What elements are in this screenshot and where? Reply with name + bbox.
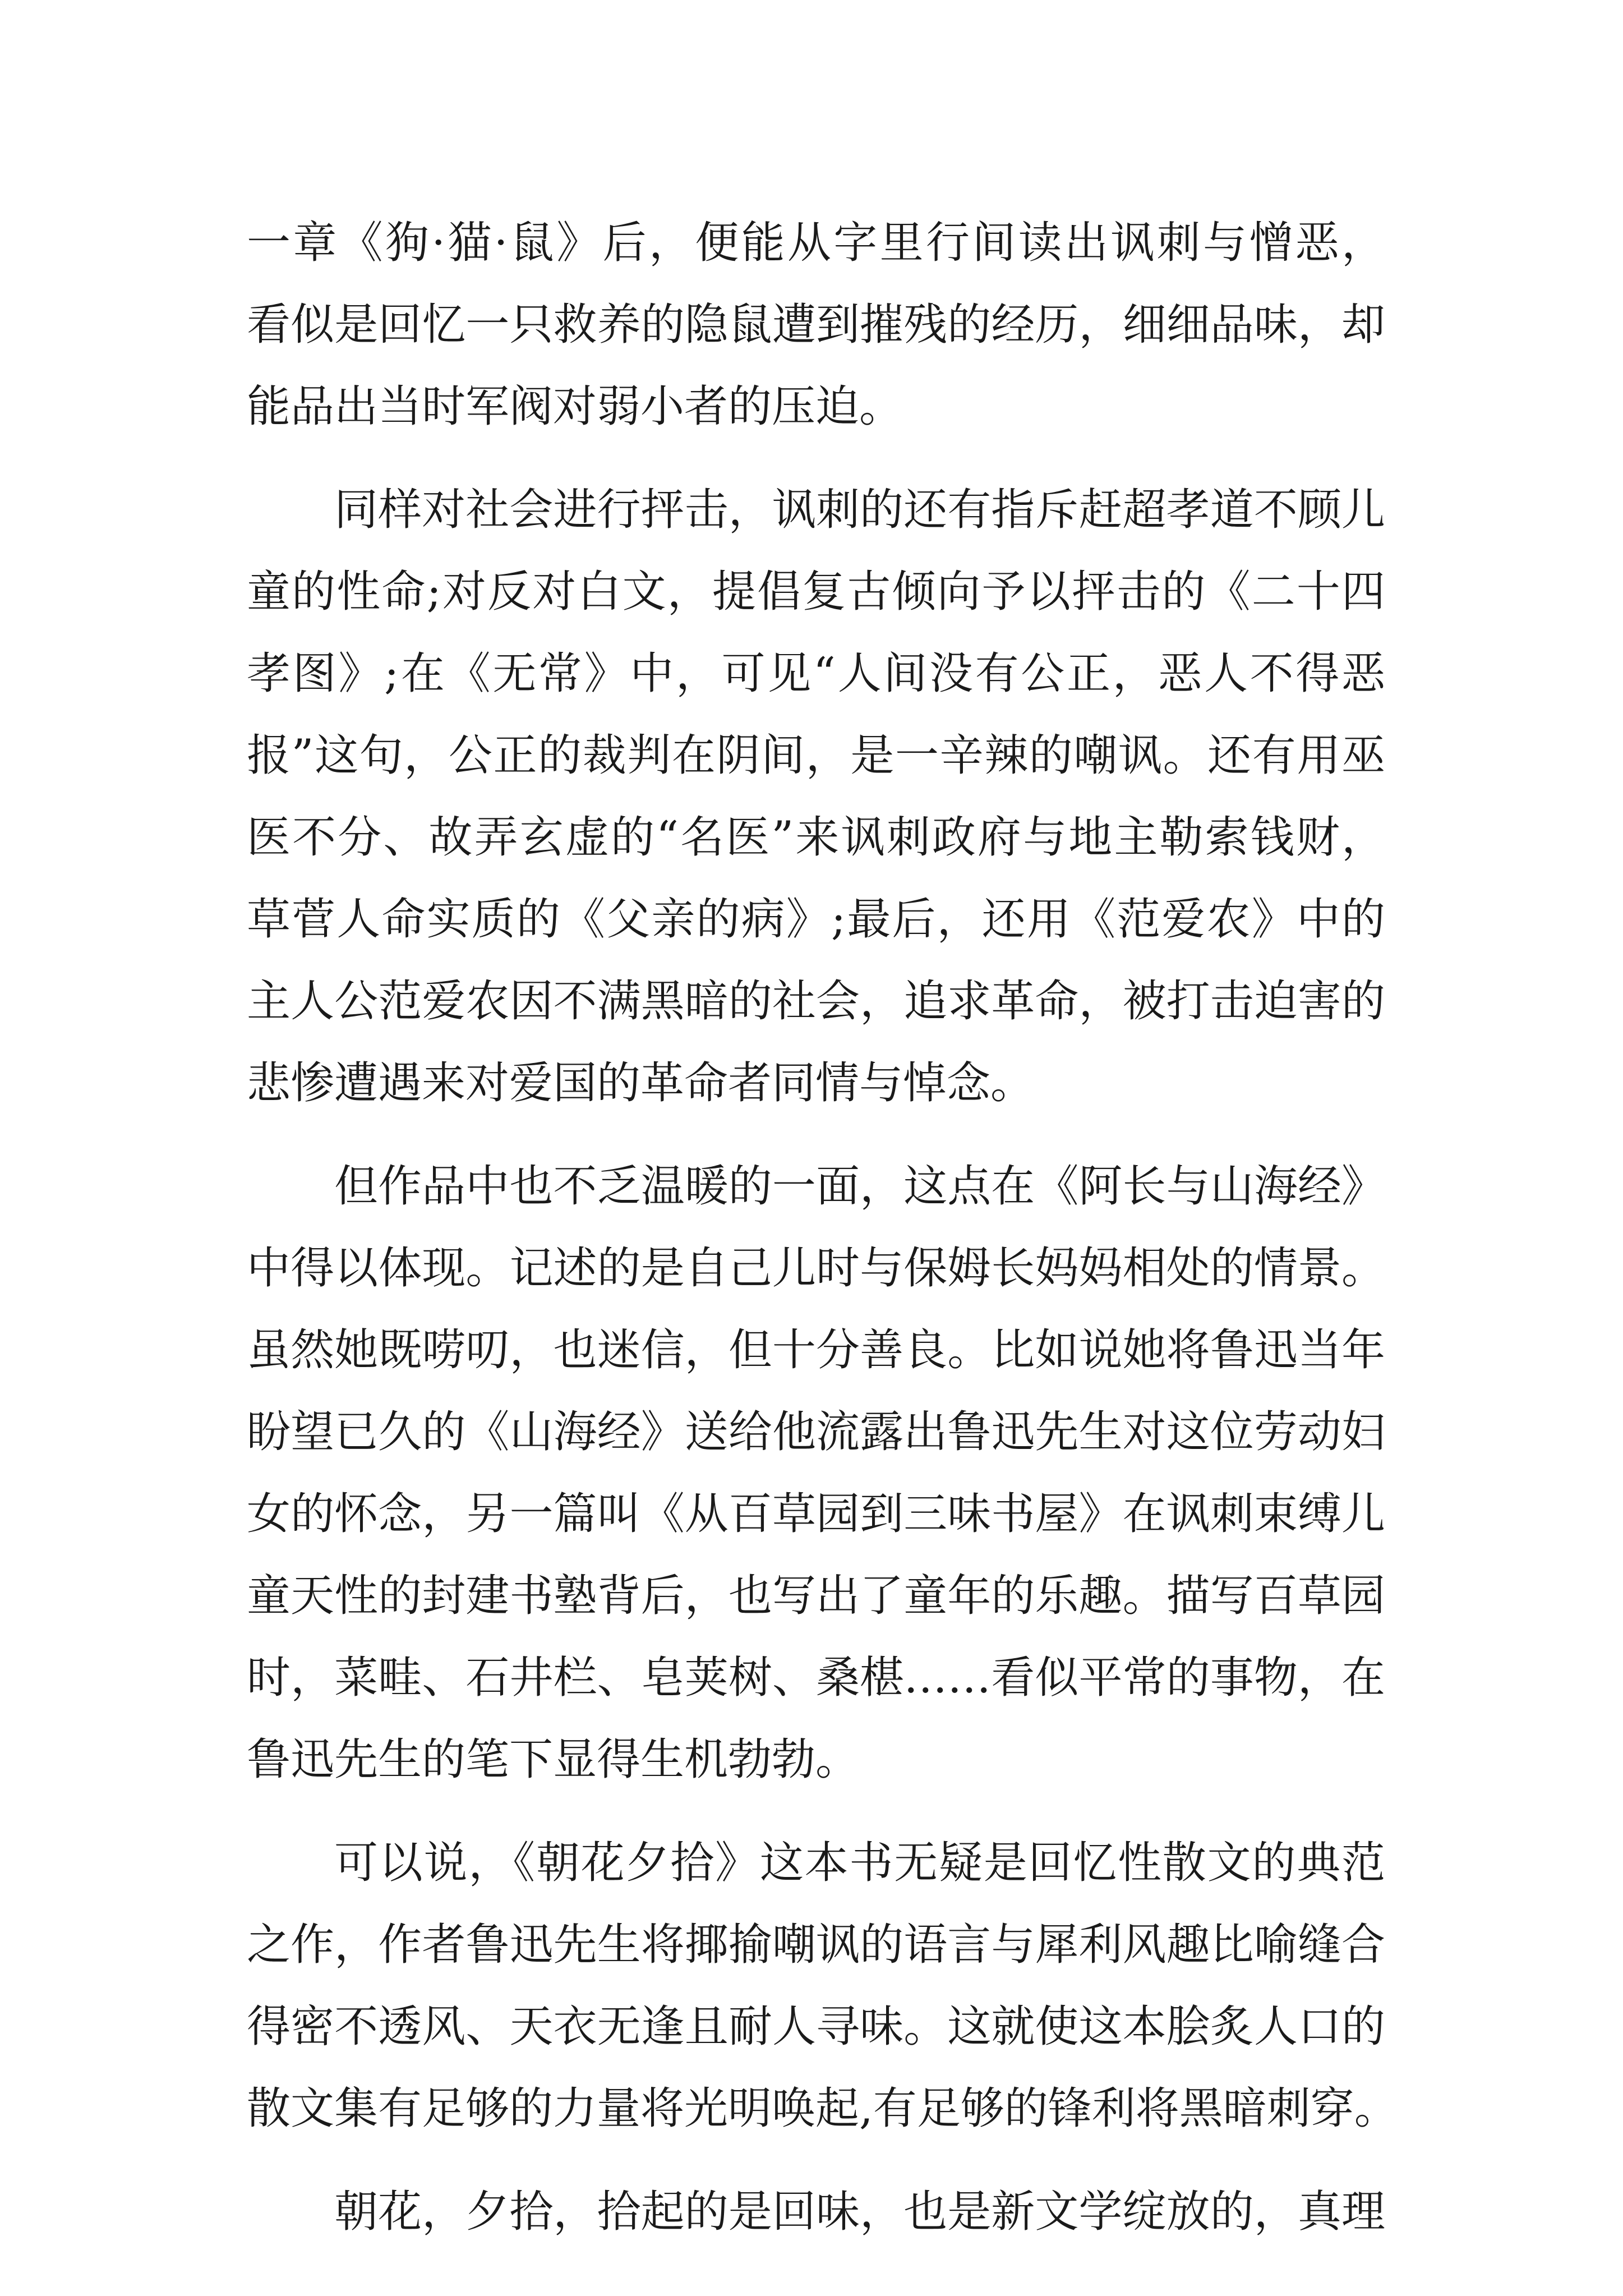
text-line: 时，菜畦、石井栏、皂荚树、桑椹……看似平常的事物，在 — [247, 1653, 1385, 1703]
paragraph-3 — [247, 1145, 1385, 1801]
text-line: 可以说，《朝花夕拾》这本书无疑是回忆性散文的典范 — [334, 1838, 1385, 1888]
text-line: 但作品中也不乏温暖的一面，这点在《阿长与山海经》 — [334, 1161, 1385, 1212]
text-line: 主人公范爱农因不满黑暗的社会，追求革命，被打击迫害的 — [247, 976, 1385, 1027]
text-line: 中得以体现。记述的是自己儿时与保姆长妈妈相处的情景。 — [247, 1243, 1385, 1294]
paragraph-2 — [247, 469, 1385, 1124]
text-line: 童天性的封建书塾背后，也写出了童年的乐趣。描写百草园 — [247, 1571, 1385, 1621]
text-line: 草菅人命实质的《父亲的病》;最后，还用《范爱农》中的 — [247, 894, 1385, 945]
essay-body — [247, 202, 1398, 2274]
text-line: 散文集有足够的力量将光明唤起,有足够的锋利将黑暗刺穿。 — [247, 2083, 1398, 2134]
text-line: 报”这句，公正的裁判在阴间，是一辛辣的嘲讽。还有用巫 — [247, 730, 1385, 781]
text-line: 一章《狗·猫·鼠》后，便能从字里行间读出讽刺与憎恶， — [247, 218, 1385, 268]
text-line: 朝花，夕拾，拾起的是回味，也是新文学绽放的，真理 — [334, 2187, 1385, 2237]
paragraph-4 — [247, 1822, 1398, 2150]
text-line: 同样对社会进行抨击，讽刺的还有指斥赶超孝道不顾儿 — [334, 485, 1385, 535]
paragraph-1 — [247, 202, 1385, 448]
text-line: 之作，作者鲁迅先生将揶揄嘲讽的语言与犀利风趣比喻缝合 — [247, 1920, 1385, 1970]
text-line: 女的怀念，另一篇叫《从百草园到三味书屋》在讽刺束缚儿 — [247, 1489, 1385, 1539]
text-line: 盼望已久的《山海经》送给他流露出鲁迅先生对这位劳动妇 — [247, 1407, 1385, 1457]
paragraph-5 — [247, 2171, 1385, 2253]
text-line: 得密不透风、天衣无逢且耐人寻味。这就使这本脍炙人口的 — [247, 2001, 1385, 2052]
text-line: 能品出当时军阀对弱小者的压迫。 — [247, 381, 903, 432]
text-line: 孝图》;在《无常》中，可见“人间没有公正，恶人不得恶 — [247, 648, 1385, 699]
text-line: 童的性命;对反对白文，提倡复古倾向予以抨击的《二十四 — [247, 567, 1385, 617]
text-line: 虽然她既唠叨，也迷信，但十分善良。比如说她将鲁迅当年 — [247, 1325, 1385, 1375]
text-line: 悲惨遭遇来对爱国的革命者同情与悼念。 — [247, 1058, 1035, 1108]
text-line: 医不分、故弄玄虚的“名医”来讽刺政府与地主勒索钱财， — [247, 812, 1385, 863]
text-line: 鲁迅先生的笔下显得生机勃勃。 — [247, 1734, 860, 1785]
text-line: 看似是回忆一只救养的隐鼠遭到摧残的经历，细细品味，却 — [247, 300, 1385, 350]
